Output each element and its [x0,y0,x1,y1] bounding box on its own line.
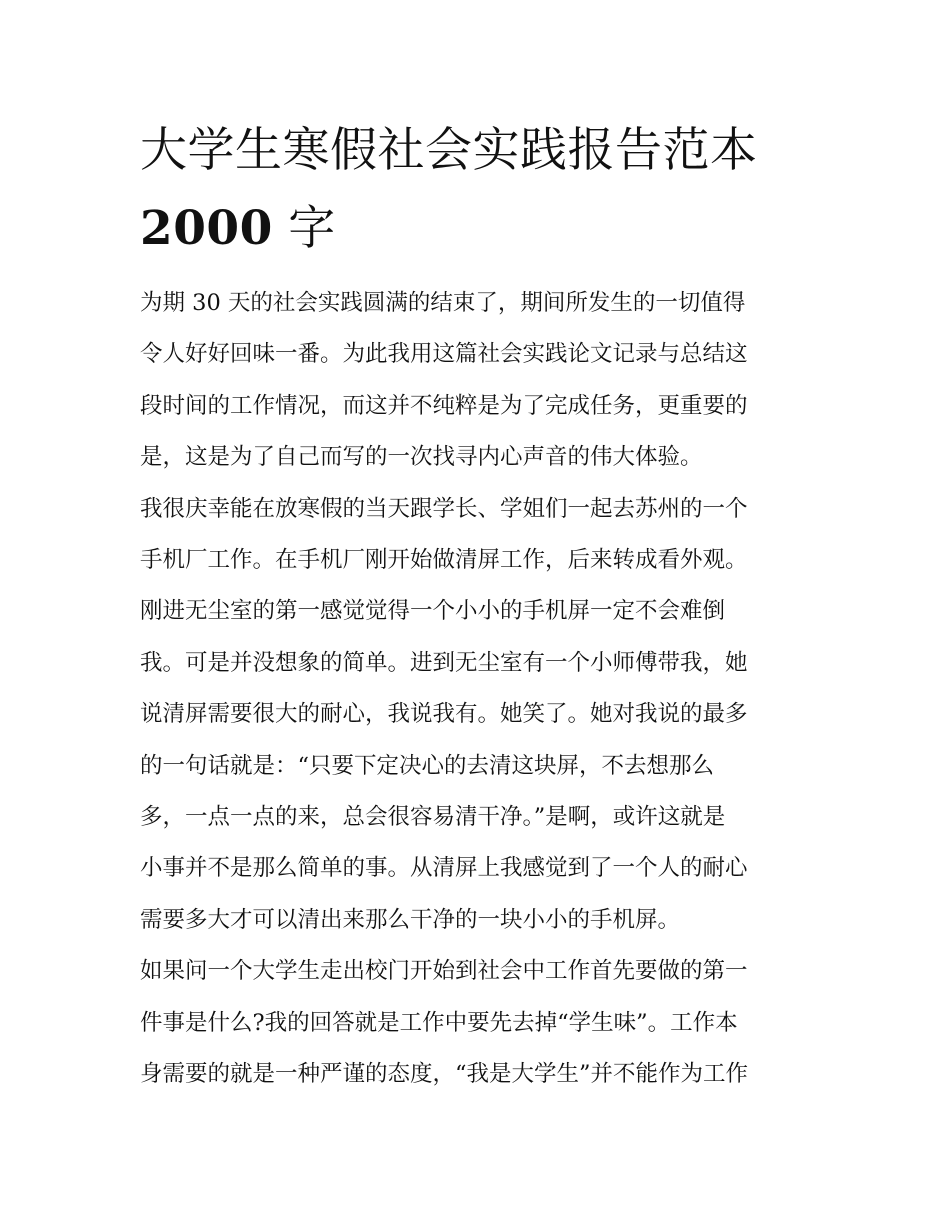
text-line: 多，一点一点的来，总会很容易清干净。”是啊，或许这就是 [140,804,726,831]
text-line: 令人好好回味一番。为此我用这篇社会实践论文记录与总结这 [140,341,748,368]
title-line-1: 大学生寒假社会实践报告范本 [140,123,758,178]
body-text [140,278,812,1101]
text-line: 小事并不是那么简单的事。从清屏上我感觉到了一个人的耐心 [140,855,748,882]
text-line: 需要多大才可以清出来那么干净的一块小小的手机屏。 [140,906,681,933]
title-number: 2000 [140,201,273,256]
text-line: 说清屏需要很大的耐心，我说我有。她笑了。她对我说的最多 [140,701,748,728]
text-line: 我很庆幸能在放寒假的当天跟学长、学姐们一起去苏州的一个 [140,495,748,522]
text-line: 是，这是为了自己而写的一次找寻内心声音的伟大体验。 [140,444,703,471]
text-line: 件事是什么?我的回答就是工作中要先去掉“学生味”。工作本 [140,1009,738,1036]
text-line: 刚进无尘室的第一感觉觉得一个小小的手机屏一定不会难倒 [140,598,726,625]
document-title [140,112,812,268]
title-suffix: 字 [272,201,336,256]
text-line: 段时间的工作情况，而这并不纯粹是为了完成任务，更重要的 [140,392,748,419]
text-line: 如果问一个大学生走出校门开始到社会中工作首先要做的第一 [140,958,748,985]
text-line: 手机厂工作。在手机厂刚开始做清屏工作，后来转成看外观。 [140,547,748,574]
text-line: 为期 30 天的社会实践圆满的结束了，期间所发生的一切值得 [140,290,746,316]
title-line-2 [140,190,812,268]
text-line: 身需要的就是一种严谨的态度，“我是大学生”并不能作为工作 [140,1061,749,1088]
text-line: 我。可是并没想象的简单。进到无尘室有一个小师傅带我，她 [140,649,748,676]
text-line: 的一句话就是：“只要下定决心的去清这块屏，不去想那么 [140,752,715,779]
document-content [140,112,812,1101]
